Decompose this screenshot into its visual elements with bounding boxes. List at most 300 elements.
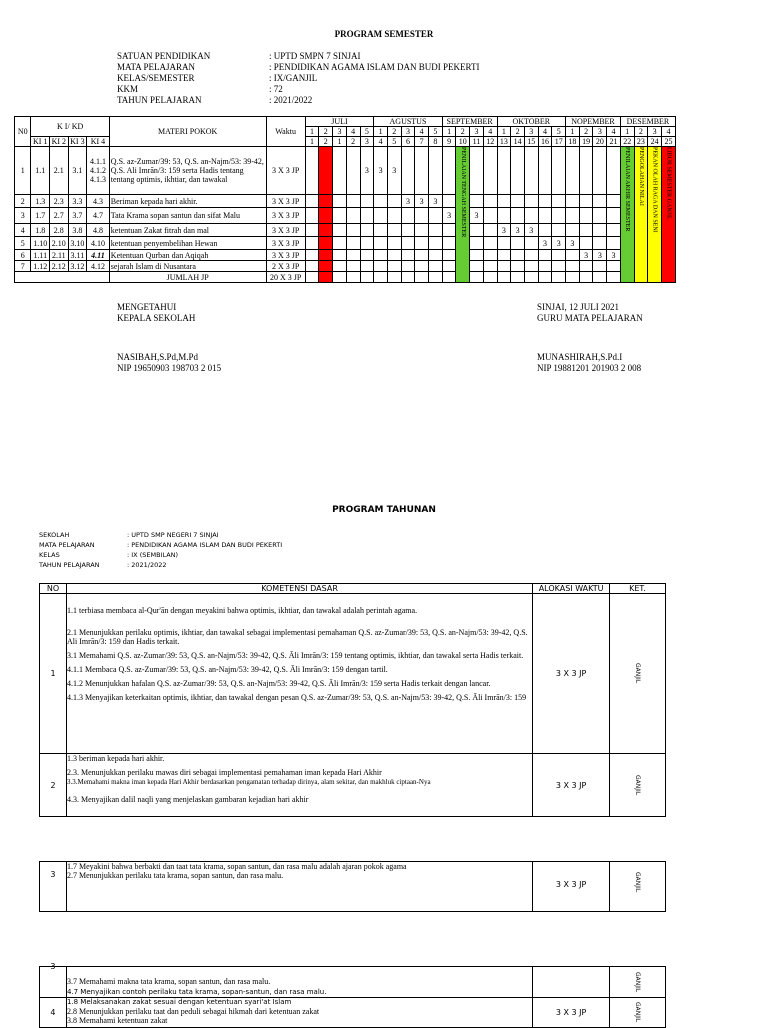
row-ki3: 3.7 xyxy=(68,208,87,224)
tahunan-title: PROGRAM TAHUNAN xyxy=(332,505,436,515)
week-cell xyxy=(360,195,374,208)
week-cell xyxy=(511,261,525,272)
row-number-cut: 3 xyxy=(40,967,67,998)
row-no: 6 xyxy=(15,250,31,261)
table-row xyxy=(40,862,666,912)
tahunan-header-ket: KET. xyxy=(610,584,666,594)
week-cell xyxy=(470,261,484,272)
week-cell xyxy=(470,195,484,208)
week-cell xyxy=(566,224,580,237)
week-cell xyxy=(566,250,580,261)
week-cell-red xyxy=(319,250,333,261)
week-cell xyxy=(387,208,401,224)
month-agustus: AGUSTUS xyxy=(374,117,443,127)
week-cell xyxy=(374,272,388,283)
kd-item: 2.3. Menunjukkan perilaku mawas diri sebagai implementasi pemahaman iman kepada Hari Akhir xyxy=(66,768,382,777)
week-cell xyxy=(497,195,511,208)
tahunan-row3-bottom xyxy=(39,962,666,1025)
tahunan-table-container xyxy=(39,583,666,817)
week-cell: 3 xyxy=(360,147,374,195)
info-label: TAHUN PELAJARAN xyxy=(39,561,100,569)
row-materi: Beriman kepada hari akhir. xyxy=(109,195,266,208)
info-row xyxy=(117,51,479,62)
week-cell: 3 xyxy=(470,127,484,137)
header-kikd: K I/ KD xyxy=(31,117,109,137)
week-cell xyxy=(442,261,456,272)
seq-cell: 2 xyxy=(346,137,360,147)
week-cell: 4 xyxy=(607,127,621,137)
row-alokasi: 3 X 3 JP xyxy=(533,594,610,754)
week-cell xyxy=(607,272,621,283)
row-waktu: 3 X 3 JP xyxy=(266,224,305,237)
row-waktu: 3 X 3 JP xyxy=(266,195,305,208)
week-cell xyxy=(593,208,607,224)
week-cell xyxy=(333,250,347,261)
vertical-label-cell xyxy=(620,147,634,283)
week-cell xyxy=(429,272,443,283)
week-cell xyxy=(387,237,401,250)
row-materi: ketentuan Zakat fitrah dan mal xyxy=(109,224,266,237)
week-cell xyxy=(401,224,415,237)
row-no: 4 xyxy=(15,224,31,237)
week-cell xyxy=(538,261,552,272)
total-row xyxy=(15,272,676,283)
row-ket: GANJIL xyxy=(634,1002,642,1023)
kd-item: 4.3. Menyajikan dalil naqli yang menjelaskan gambaran kejadian hari akhir xyxy=(66,795,309,804)
kd-item: 2.1 Menunjukkan perilaku optimis, ikhtiar, dan tawakal sebagai implementasi pemahaman Q.S. az-Zumar/39: 53, Q.S. an-Najm/53: 39-42, Q.S. Ali Imrān/3: 159 dan Hadis terkait. xyxy=(66,628,528,646)
info-label: SATUAN PENDIDIKAN xyxy=(117,51,211,61)
kd-item: 2.7 Menunjukkan perilaku tata krama, sopan santun, dan rasa malu. xyxy=(66,871,284,880)
week-cell xyxy=(483,208,497,224)
week-cell xyxy=(579,237,593,250)
week-cell xyxy=(374,208,388,224)
week-cell: 2 xyxy=(634,127,648,137)
signature-left-line1: MENGETAHUI xyxy=(117,302,177,312)
week-cell xyxy=(607,224,621,237)
week-cell xyxy=(470,147,484,195)
week-cell xyxy=(497,147,511,195)
semester-info xyxy=(117,51,479,106)
table-row xyxy=(15,237,676,250)
total-spacer xyxy=(15,272,110,283)
kd-item: 3.3.Memahami makna iman kepada Hari Akhir berdasarkan pengamatan terhadap dirinya, alam sekitar, dan makhluk ciptaan-Nya xyxy=(66,778,431,786)
table-row xyxy=(40,998,666,1028)
week-cell xyxy=(470,272,484,283)
kd-item: 1.3 beriman kepada hari akhir. xyxy=(66,754,165,763)
week-cell xyxy=(552,272,566,283)
week-cell xyxy=(524,250,538,261)
row-materi: ketentuan penyembelihan Hewan xyxy=(109,237,266,250)
row-waktu: 2 X 3 JP xyxy=(266,261,305,272)
row-ket: GANJIL xyxy=(634,774,642,796)
week-cell: 4 xyxy=(346,127,360,137)
row-ki1: 1.8 xyxy=(31,224,50,237)
row-alokasi: 3 X 3 JP xyxy=(533,998,610,1028)
kd-item: 1.7 Meyakini bahwa berbakti dan taat tata krama, sopan santun, dan rasa malu adalah ajaran pokok agama xyxy=(66,862,407,871)
week-cell: 3 xyxy=(552,237,566,250)
week-cell xyxy=(579,224,593,237)
seq-cell: 7 xyxy=(415,137,429,147)
week-cell xyxy=(538,224,552,237)
row-number: 3 xyxy=(40,862,67,912)
week-cell xyxy=(305,195,319,208)
week-cell xyxy=(374,250,388,261)
week-cell xyxy=(333,147,347,195)
seq-cell: 23 xyxy=(634,137,648,147)
week-cell: 2 xyxy=(511,127,525,137)
signature-right-line1: SINJAI, 12 JULI 2021 xyxy=(537,302,619,312)
row-ki4: 4.11 xyxy=(87,250,110,261)
week-cell xyxy=(497,250,511,261)
week-cell: 3 xyxy=(387,147,401,195)
row-ki2: 2.1 xyxy=(50,147,69,195)
week-cell: 3 xyxy=(497,224,511,237)
row-ki4: 4.10 xyxy=(87,237,110,250)
week-cell xyxy=(483,195,497,208)
week-cell xyxy=(415,237,429,250)
week-cell xyxy=(429,224,443,237)
semester-title: PROGRAM SEMESTER xyxy=(334,29,434,39)
table-row xyxy=(15,261,676,272)
week-cell xyxy=(415,224,429,237)
week-cell xyxy=(524,272,538,283)
signature-left xyxy=(117,302,221,374)
table-row xyxy=(40,594,666,754)
week-cell xyxy=(593,147,607,195)
week-cell xyxy=(552,250,566,261)
tahunan-header-kd: KOMETENSI DASAR xyxy=(66,584,532,594)
row-ki4: 4.12 xyxy=(87,261,110,272)
week-cell: 3 xyxy=(566,237,580,250)
week-cell: 3 xyxy=(401,127,415,137)
seq-cell: 1 xyxy=(333,137,347,147)
week-cell xyxy=(333,195,347,208)
signature-right-line2: GURU MATA PELAJARAN xyxy=(537,313,643,323)
week-cell: 3 xyxy=(429,195,443,208)
week-cell xyxy=(374,261,388,272)
header-materi: MATERI POKOK xyxy=(109,117,266,147)
total-label: JUMLAH JP xyxy=(109,272,266,283)
row-number: 1 xyxy=(40,594,67,754)
kd-item: 3.7 Memahami makna tata krama, sopan santun, dan rasa malu. xyxy=(66,977,271,986)
week-cell xyxy=(483,250,497,261)
week-cell xyxy=(593,195,607,208)
week-cell-red xyxy=(319,208,333,224)
header-no: N0 xyxy=(15,117,31,147)
month-juli: JULI xyxy=(305,117,374,127)
info-value: : UPTD SMPN 7 SINJAI xyxy=(269,51,361,61)
row-ki4: 4.3 xyxy=(87,195,110,208)
seq-cell: 17 xyxy=(552,137,566,147)
week-cell xyxy=(607,237,621,250)
week-cell xyxy=(415,250,429,261)
semester-table xyxy=(14,116,676,283)
row-ki1: 1.10 xyxy=(31,237,50,250)
week-cell xyxy=(483,237,497,250)
info-label: TAHUN PELAJARAN xyxy=(117,95,202,105)
week-cell xyxy=(374,237,388,250)
signature-right-nip: NIP 19881201 201903 2 008 xyxy=(537,363,642,373)
week-cell xyxy=(593,237,607,250)
week-cell xyxy=(524,261,538,272)
seq-cell: 11 xyxy=(470,137,484,147)
row-ki1: 1.3 xyxy=(31,195,50,208)
info-row xyxy=(117,95,479,106)
row-ki3: 3.8 xyxy=(68,224,87,237)
week-cell: 3 xyxy=(511,224,525,237)
vertical-label: PENILAIAN TENGAH SEMESTER xyxy=(459,147,466,238)
week-cell: 4 xyxy=(538,127,552,137)
tahunan-header-alokasi: ALOKASI WAKTU xyxy=(533,584,610,594)
week-cell xyxy=(429,261,443,272)
row-ki4: 4.8 xyxy=(87,224,110,237)
seq-cell: 12 xyxy=(483,137,497,147)
signature-left-name: NASIBAH,S.Pd,M.Pd xyxy=(117,352,199,362)
info-value: : PENDIDIKAN AGAMA ISLAM DAN BUDI PEKERTI xyxy=(127,541,283,549)
header-ki4: KI 4 xyxy=(87,137,110,147)
info-row xyxy=(39,560,282,570)
week-cell xyxy=(607,195,621,208)
week-cell xyxy=(346,261,360,272)
row-no: 2 xyxy=(15,195,31,208)
table-row xyxy=(40,967,666,998)
week-cell: 5 xyxy=(552,127,566,137)
week-cell: 5 xyxy=(429,127,443,137)
week-cell xyxy=(593,272,607,283)
week-cell xyxy=(566,261,580,272)
seq-cell: 6 xyxy=(401,137,415,147)
week-cell xyxy=(497,261,511,272)
seq-cell: 10 xyxy=(456,137,470,147)
row-ket: GANJIL xyxy=(634,971,642,993)
row-alokasi: 3 X 3 JP xyxy=(533,754,610,817)
week-cell: 4 xyxy=(483,127,497,137)
kd-item: 4.1.1 Membaca Q.S. az-Zumar/39: 53, Q.S. an-Najm/53: 39-42, Q.S. Āli Imrān/3: 159 dengan tartil. xyxy=(66,665,388,674)
week-cell: 1 xyxy=(620,127,634,137)
info-label: KELAS/SEMESTER xyxy=(117,73,195,83)
week-cell xyxy=(579,272,593,283)
week-cell: 3 xyxy=(524,127,538,137)
row-waktu: 3 X 3 JP xyxy=(266,250,305,261)
week-cell xyxy=(346,250,360,261)
week-cell xyxy=(524,195,538,208)
week-cell: 1 xyxy=(497,127,511,137)
week-cell xyxy=(607,147,621,195)
week-cell xyxy=(305,250,319,261)
seq-cell: 25 xyxy=(661,137,675,147)
week-cell xyxy=(360,208,374,224)
week-cell: 1 xyxy=(374,127,388,137)
week-cell xyxy=(401,261,415,272)
week-cell xyxy=(607,261,621,272)
week-cell xyxy=(552,208,566,224)
tahunan-table xyxy=(39,583,666,817)
week-cell: 3 xyxy=(593,127,607,137)
week-cell xyxy=(442,250,456,261)
week-cell xyxy=(538,272,552,283)
row-no: 5 xyxy=(15,237,31,250)
week-cell xyxy=(387,272,401,283)
semester-table-container xyxy=(14,116,676,283)
week-cell xyxy=(483,261,497,272)
week-cell xyxy=(401,237,415,250)
table-row xyxy=(15,195,676,208)
week-cell xyxy=(579,147,593,195)
row-kd-list xyxy=(66,754,532,817)
row-waktu: 3 X 3 JP xyxy=(266,208,305,224)
week-cell xyxy=(566,195,580,208)
week-cell xyxy=(346,195,360,208)
seq-cell: 22 xyxy=(620,137,634,147)
week-cell xyxy=(319,272,333,283)
week-cell xyxy=(333,272,347,283)
week-cell xyxy=(483,272,497,283)
week-cell: 2 xyxy=(387,127,401,137)
info-row xyxy=(117,84,479,95)
row-ket: GANJIL xyxy=(634,872,642,893)
week-cell: 2 xyxy=(319,127,333,137)
week-cell xyxy=(552,261,566,272)
seq-cell: 1 xyxy=(305,137,319,147)
week-cell xyxy=(497,208,511,224)
info-value: : 2021/2022 xyxy=(127,561,167,569)
week-cell xyxy=(579,208,593,224)
header-ki3: KI 3 xyxy=(68,137,87,147)
row-ki2: 2.7 xyxy=(50,208,69,224)
week-cell xyxy=(538,195,552,208)
header-waktu: Waktu xyxy=(266,117,305,147)
table-row xyxy=(15,250,676,261)
info-value: : IX (SEMBILAN) xyxy=(127,551,179,559)
week-cell: 1 xyxy=(305,127,319,137)
week-cell: 2 xyxy=(456,127,470,137)
week-cell xyxy=(524,147,538,195)
week-cell xyxy=(593,261,607,272)
row-ki2: 2.10 xyxy=(50,237,69,250)
week-cell xyxy=(552,147,566,195)
week-cell xyxy=(470,250,484,261)
week-cell xyxy=(429,250,443,261)
vertical-label: PENGOLAHAN NILAI xyxy=(637,147,644,206)
info-row xyxy=(39,530,282,540)
row-number: 2 xyxy=(40,754,67,817)
row-ki2: 2.8 xyxy=(50,224,69,237)
kd-item: 4.1.3 Menyajikan keterkaitan optimis, ikhtiar, dan tawakal dengan pesan Q.S. az-Zumar/39: 53, Q.S. an-Najm/53: 39-42, Q.S. Āli Imrān/3: 159 xyxy=(66,693,527,702)
week-cell xyxy=(511,272,525,283)
week-cell xyxy=(552,195,566,208)
week-cell xyxy=(511,250,525,261)
row-kd-list xyxy=(66,594,532,754)
week-cell: 4 xyxy=(661,127,675,137)
row-ki3: 3.12 xyxy=(68,261,87,272)
info-label: MATA PELAJARAN xyxy=(117,62,196,72)
row-alokasi: 3 X 3 JP xyxy=(533,862,610,912)
row-ki2: 2.12 xyxy=(50,261,69,272)
week-cell xyxy=(442,237,456,250)
week-cell xyxy=(346,147,360,195)
vertical-label-cell xyxy=(661,147,675,283)
week-cell xyxy=(429,147,443,195)
week-cell-red xyxy=(319,261,333,272)
week-cell xyxy=(566,208,580,224)
seq-cell: 13 xyxy=(497,137,511,147)
row-materi: Ketentuan Qurban dan Aqiqah xyxy=(109,250,266,261)
kd-item: 4.7 Menyajikan contoh perilaku tata krama, sopan-santun, dan rasa malu. xyxy=(66,988,327,996)
week-cell xyxy=(415,272,429,283)
seq-cell: 15 xyxy=(524,137,538,147)
week-cell xyxy=(442,147,456,195)
info-label: KKM xyxy=(117,84,139,94)
week-cell xyxy=(538,147,552,195)
week-cell xyxy=(360,224,374,237)
row-kd-list xyxy=(66,862,532,912)
row-ki1: 1.12 xyxy=(31,261,50,272)
month-nopember: NOPEMBER xyxy=(566,117,621,127)
info-label: KELAS xyxy=(39,551,60,559)
week-cell xyxy=(387,224,401,237)
week-cell xyxy=(538,250,552,261)
kd-item: 3.8 Memahami ketentuan zakat xyxy=(66,1016,168,1025)
week-cell xyxy=(538,208,552,224)
week-cell xyxy=(333,261,347,272)
seq-cell: 4 xyxy=(374,137,388,147)
week-cell xyxy=(305,272,319,283)
month-september: SEPTEMBER xyxy=(442,117,497,127)
info-value: : IX/GANJIL xyxy=(269,73,318,83)
vertical-label: PEKAN OLAH RAGA DAN SENI xyxy=(651,147,658,233)
week-cell xyxy=(470,237,484,250)
info-value: : 2021/2022 xyxy=(269,95,313,105)
week-cell: 3 xyxy=(524,224,538,237)
week-cell xyxy=(483,147,497,195)
week-cell xyxy=(497,272,511,283)
week-cell: 4 xyxy=(415,127,429,137)
week-cell xyxy=(401,208,415,224)
signature-right-name: MUNASHIRAH,S.Pd.I xyxy=(537,352,623,362)
week-cell xyxy=(346,224,360,237)
week-cell xyxy=(333,208,347,224)
week-cell xyxy=(415,208,429,224)
table-row xyxy=(15,208,676,224)
row-materi: sejarah Islam di Nusantara xyxy=(109,261,266,272)
header-ki2: KI 2 xyxy=(50,137,69,147)
seq-cell: 8 xyxy=(429,137,443,147)
kd-item: 1.1 terbiasa membaca al-Qur'ān dengan meyakini bahwa optimis, ikhtiar, dan tawakal adalah perintah agama. xyxy=(66,606,418,615)
signature-left-line2: KEPALA SEKOLAH xyxy=(117,313,196,323)
week-cell xyxy=(470,224,484,237)
row-ki2: 2.11 xyxy=(50,250,69,261)
week-cell: 3 xyxy=(415,195,429,208)
table-row xyxy=(15,224,676,237)
seq-cell: 16 xyxy=(538,137,552,147)
kd-item: 1.8 Melaksanakan zakat sesuai dengan ketentuan syari'at Islam xyxy=(66,998,292,1006)
row-ki4: 4.7 xyxy=(87,208,110,224)
info-value: : 72 xyxy=(269,84,283,94)
week-cell: 3 xyxy=(333,127,347,137)
row-materi: Tata Krama sopan santun dan sifat Malu xyxy=(109,208,266,224)
week-cell: 3 xyxy=(401,195,415,208)
row-number: 4 xyxy=(40,998,67,1028)
week-cell xyxy=(387,261,401,272)
week-cell xyxy=(566,272,580,283)
row-ki1: 1.11 xyxy=(31,250,50,261)
week-cell xyxy=(593,224,607,237)
week-cell xyxy=(607,208,621,224)
week-cell xyxy=(401,147,415,195)
week-cell xyxy=(360,261,374,272)
seq-cell: 24 xyxy=(648,137,662,147)
total-value: 20 X 3 JP xyxy=(266,272,305,283)
